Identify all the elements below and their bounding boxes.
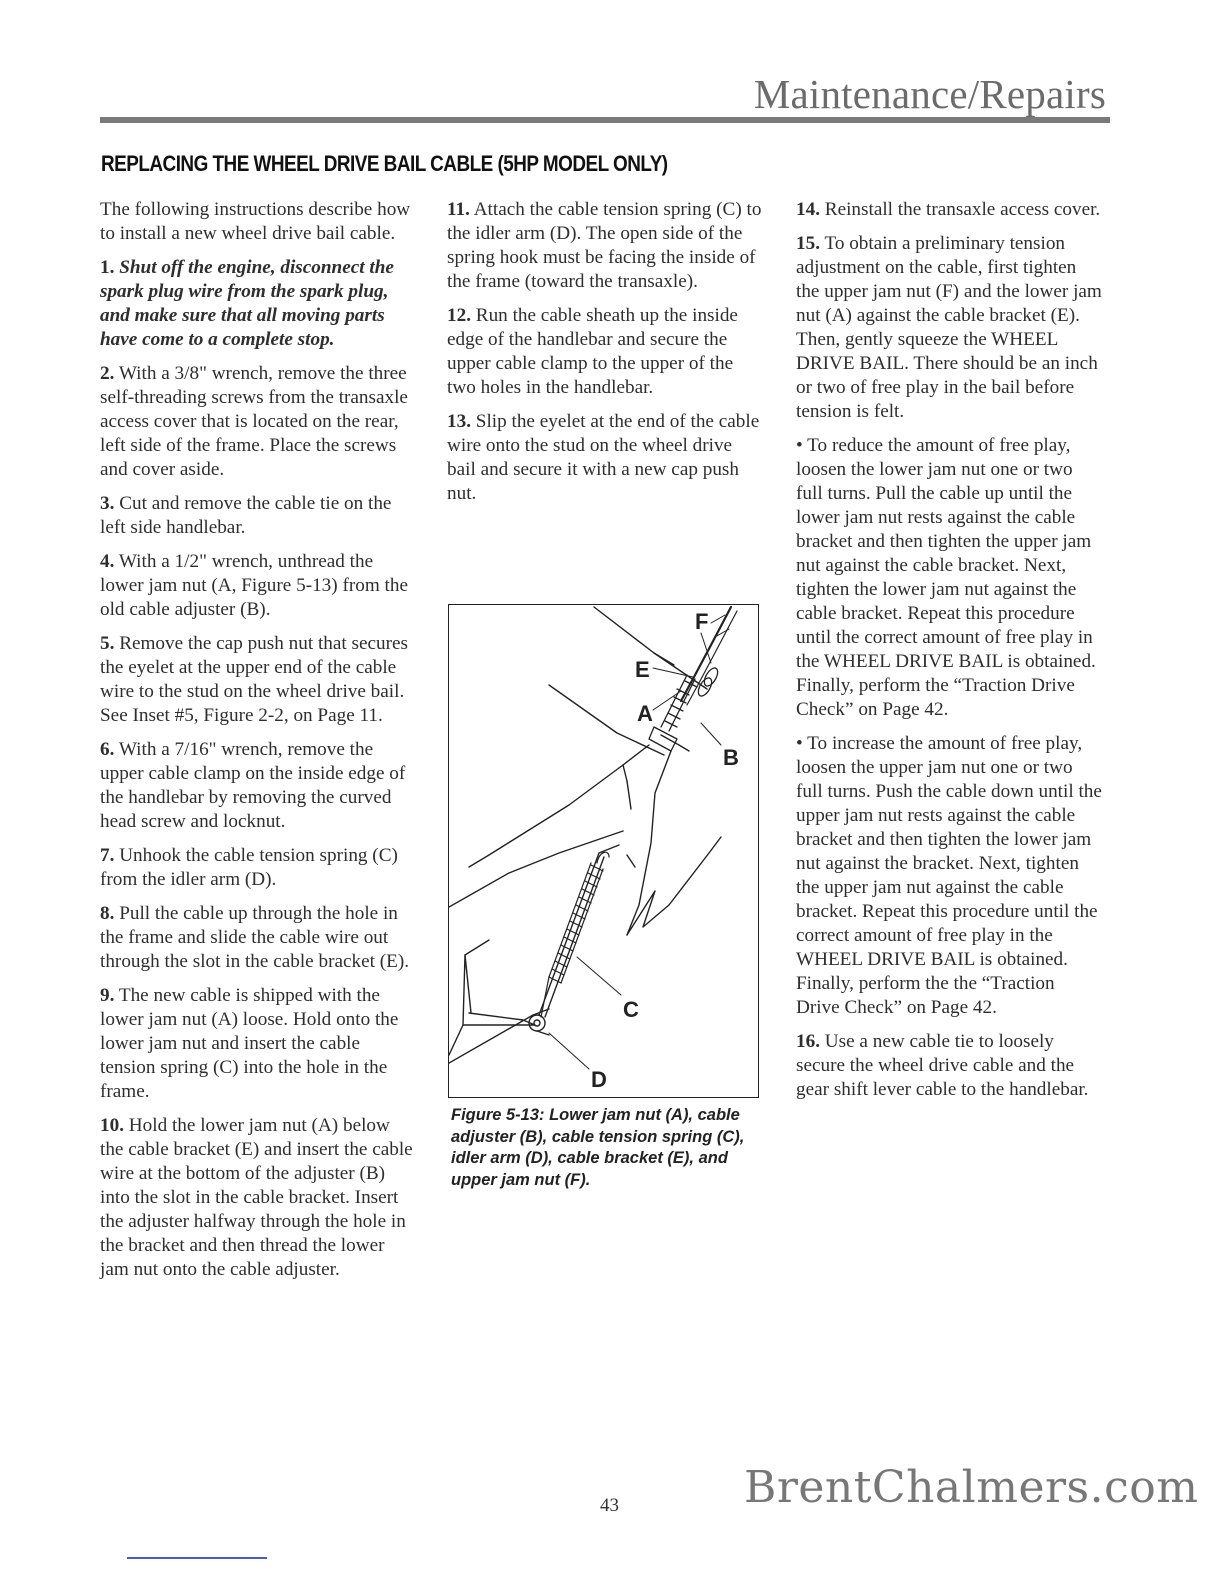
step-13 <box>447 410 763 506</box>
step-text: Pull the cable up through the hole in the frame and slide the cable wire out through the slot in the cable bracket (E). <box>100 903 410 972</box>
section-heading: REPLACING THE WHEEL DRIVE BAIL CABLE (5HP MODEL ONLY) <box>101 151 668 176</box>
step-text: Run the cable sheath up the inside edge of the handlebar and secure the upper cable clamp to the upper of the two holes in the handlebar. <box>447 305 738 398</box>
step-2 <box>100 362 414 482</box>
header-divider <box>100 117 1110 123</box>
step-text: Reinstall the transaxle access cover. <box>824 199 1101 220</box>
step-text: Unhook the cable tension spring (C) from the idler arm (D). <box>100 845 398 890</box>
step-text: With a 7/16" wrench, remove the upper cable clamp on the inside edge of the handlebar by removing the curved head screw and locknut. <box>100 739 406 832</box>
column-1 <box>100 198 414 1292</box>
figure-caption: Figure 5-13: Lower jam nut (A), cable adjuster (B), cable tension spring (C), idler arm (D), cable bracket (E), and upper jam nut (F). <box>451 1106 745 1189</box>
page-number: 43 <box>600 1495 619 1516</box>
step-text: Use a new cable tie to loosely secure the wheel drive cable and the gear shift lever cable to the handlebar. <box>796 1031 1089 1100</box>
label-c: C <box>623 997 639 1022</box>
watermark: BrentChalmers.com <box>744 1462 1199 1513</box>
step-text: With a 1/2" wrench, unthread the lower jam nut (A, Figure 5-13) from the old cable adjuster (B). <box>100 551 408 620</box>
step-number: 10. <box>100 1115 124 1136</box>
step-14 <box>796 198 1102 222</box>
step-3 <box>100 492 414 540</box>
step-number: 7. <box>100 845 115 866</box>
step-text: Slip the eyelet at the end of the cable wire onto the stud on the wheel drive bail and secure it with a new cap push nut. <box>447 411 760 504</box>
intro-paragraph: The following instructions describe how to install a new wheel drive bail cable. <box>100 199 411 244</box>
step-number: 5. <box>100 633 115 654</box>
step-4 <box>100 550 414 622</box>
step-9 <box>100 984 414 1104</box>
label-f: F <box>695 609 709 634</box>
step-number: 11. <box>447 199 470 220</box>
step-text: Attach the cable tension spring (C) to the idler arm (D). The open side of the spring hook must be facing the inside of the frame (toward the transaxle). <box>447 199 762 292</box>
column-2 <box>447 198 763 516</box>
step-number: 3. <box>100 493 115 514</box>
step-text-warning: Shut off the engine, disconnect the spark plug wire from the spark plug, and make sure that all moving parts have come to a complete stop. <box>100 257 394 350</box>
label-b: B <box>723 745 739 770</box>
step-10 <box>100 1114 414 1282</box>
step-7 <box>100 844 414 892</box>
step-1 <box>100 256 414 352</box>
step-number: 15. <box>796 233 820 254</box>
step-text: Remove the cap push nut that secures the eyelet at the upper end of the cable wire to the stud on the wheel drive bail. See Inset #5, Figure 2-2, on Page 11. <box>100 633 408 726</box>
step-11 <box>447 198 763 294</box>
step-8 <box>100 902 414 974</box>
step-number: 4. <box>100 551 115 572</box>
step-number: 14. <box>796 199 820 220</box>
step-number: 8. <box>100 903 115 924</box>
step-16 <box>796 1030 1102 1102</box>
page-header-title: Maintenance/Repairs <box>753 71 1106 117</box>
step-text: Hold the lower jam nut (A) below the cable bracket (E) and insert the cable wire at the bottom of the adjuster (B) into the slot in the cable bracket. Insert the adjuster halfway through the hole in the bracket and then thread the lower jam nut onto the cable adjuster. <box>100 1115 413 1280</box>
step-number: 2. <box>100 363 115 384</box>
bullet-increase-free-play: • To increase the amount of free play, loosen the upper jam nut one or two full turns. Push the cable down until the upper jam nut rests against the cable bracket and then tighten the lower jam nut against the bracket. Next, tighten the upper jam nut against the cable bracket. Repeat this procedure until the correct amount of free play in the WHEEL DRIVE BAIL is obtained. Finally, perform the the “Traction Drive Check” on Page 42. <box>796 733 1102 1018</box>
step-15 <box>796 232 1102 424</box>
step-text: With a 3/8" wrench, remove the three self-threading screws from the transaxle access cover that is located on the rear, left side of the frame. Place the screws and cover aside. <box>100 363 408 480</box>
step-number: 6. <box>100 739 115 760</box>
column-3 <box>796 198 1102 1112</box>
step-5 <box>100 632 414 728</box>
label-e: E <box>635 657 650 682</box>
step-12 <box>447 304 763 400</box>
step-number: 13. <box>447 411 471 432</box>
step-6 <box>100 738 414 834</box>
bullet-reduce-free-play: • To reduce the amount of free play, loosen the lower jam nut one or two full turns. Pull the cable up until the lower jam nut rests against the cable bracket and then tighten the upper jam nut against the cable bracket. Next, tighten the lower jam nut against the cable bracket. Repeat this procedure until the correct amount of free play in the WHEEL DRIVE BAIL is obtained. Finally, perform the “Traction Drive Check” on Page 42. <box>796 435 1096 720</box>
figure-5-13 <box>448 604 759 1098</box>
label-a: A <box>637 701 653 726</box>
footer-rule <box>127 1557 267 1559</box>
step-text: The new cable is shipped with the lower jam nut (A) loose. Hold onto the lower jam nut and insert the cable tension spring (C) into the hole in the frame. <box>100 985 399 1102</box>
step-number: 1. <box>100 257 115 278</box>
step-number: 9. <box>100 985 115 1006</box>
label-d: D <box>591 1067 607 1092</box>
step-number: 16. <box>796 1031 820 1052</box>
step-text: Cut and remove the cable tie on the left side handlebar. <box>100 493 392 538</box>
cable-adjuster-illustration <box>449 605 757 1096</box>
step-text: To obtain a preliminary tension adjustment on the cable, first tighten the upper jam nut (F) and the lower jam nut (A) against the cable bracket (E). Then, gently squeeze the WHEEL DRIVE BAIL. There should be an inch or two of free play in the bail before tension is felt. <box>796 233 1102 422</box>
step-number: 12. <box>447 305 471 326</box>
